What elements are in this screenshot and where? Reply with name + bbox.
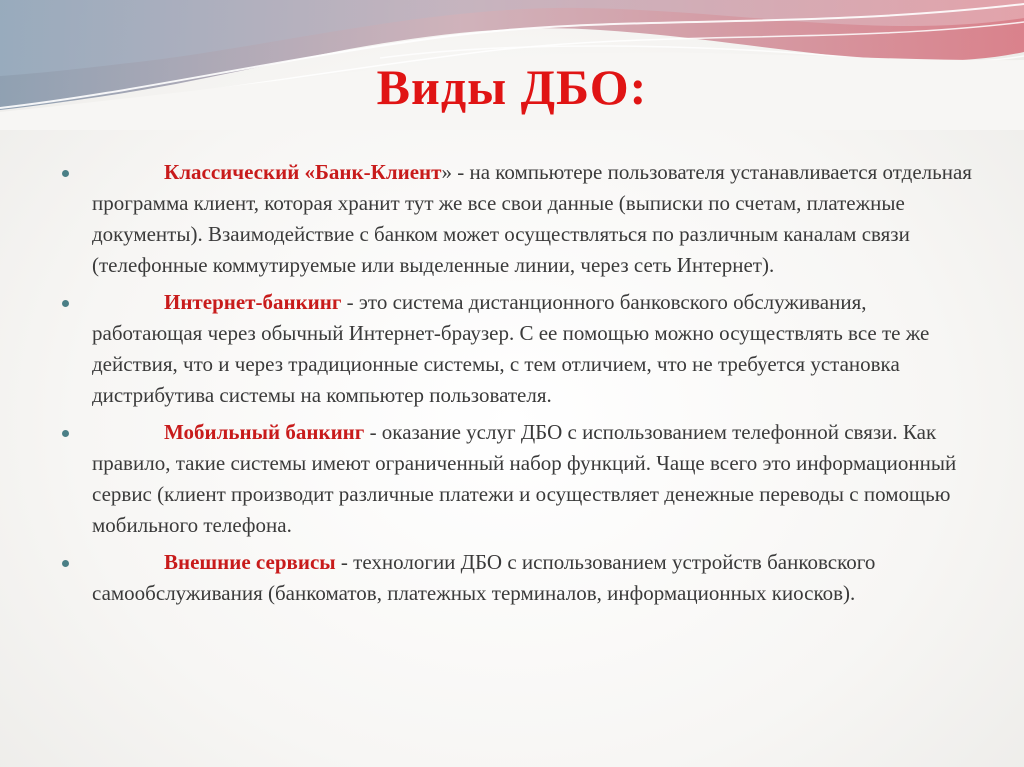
list-item	[58, 157, 978, 281]
list-item	[58, 287, 978, 411]
term-internet-banking: Интернет-банкинг	[164, 290, 342, 314]
content-list	[58, 157, 978, 615]
term-close-quote: »	[441, 160, 452, 184]
item-description: - оказание услуг ДБО с использованием телефонной связи. Как правило, такие системы имеют ограниченный набор функций. Чаще всего это информационный сервис (клиент производит различные платежи и осуществляет денежные переводы с помощью мобильного телефона.	[92, 420, 957, 537]
list-item	[58, 547, 978, 609]
term-bank-client: Классический «Банк-Клиент	[164, 160, 442, 184]
bullet-icon	[62, 560, 69, 567]
term-external-services: Внешние сервисы	[164, 550, 336, 574]
bullet-icon	[62, 300, 69, 307]
bullet-icon	[62, 170, 69, 177]
bullet-icon	[62, 430, 69, 437]
slide-title: Виды ДБО:	[376, 59, 648, 115]
term-mobile-banking: Мобильный банкинг	[164, 420, 365, 444]
item-description: - на компьютере пользователя устанавливается отдельная программа клиент, которая хранит тут же все свои данные (выписки по счетам, платежные документы). Взаимодействие с банком может осуществляться по различным каналам связи (телефонные коммутируемые или выделенные линии, через сеть Интернет).	[92, 160, 972, 277]
item-description: - технологии ДБО с использованием устройств банковского самообслуживания (банкоматов, платежных терминалов, информационных киосков).	[92, 550, 876, 605]
item-description: - это система дистанционного банковского обслуживания, работающая через обычный Интернет-браузер. С ее помощью можно осуществлять все те же действия, что и через традиционные системы, с тем отличием, что не требуется установка дистрибутива системы на компьютер пользователя.	[92, 290, 930, 407]
list-item	[58, 417, 978, 541]
